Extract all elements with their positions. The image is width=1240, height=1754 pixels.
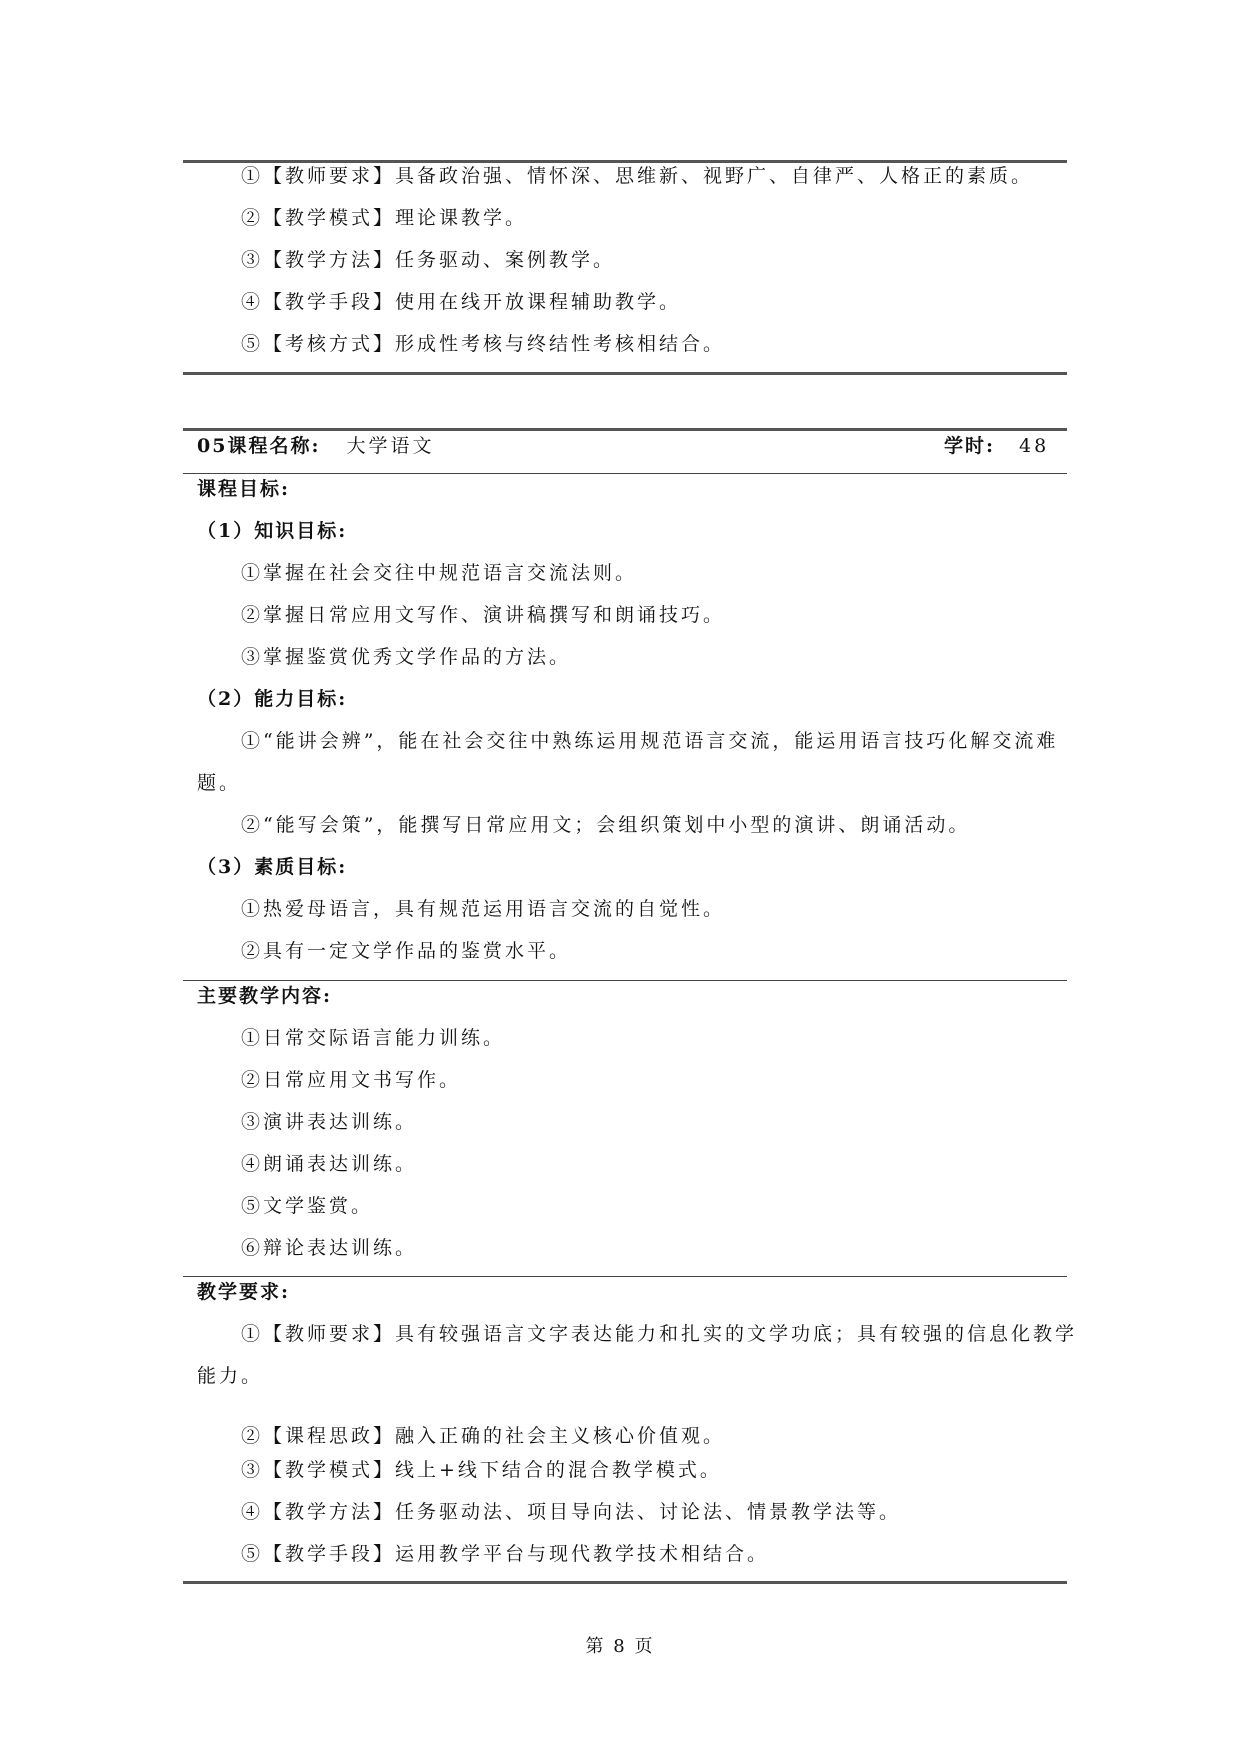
content-item-5: ⑤文学鉴赏。: [241, 1195, 374, 1217]
page-number: 第 8 页: [585, 1636, 655, 1657]
top-item-4: ④【教学手段】使用在线开放课程辅助教学。: [241, 291, 682, 313]
content-item-6: ⑥辩论表达训练。: [241, 1237, 418, 1259]
top-item-2: ②【教学模式】理论课教学。: [241, 207, 528, 229]
content-item-1: ①日常交际语言能力训练。: [241, 1027, 506, 1049]
course-header-rule: [183, 473, 1067, 474]
knowledge-item-3: ③掌握鉴赏优秀文学作品的方法。: [241, 646, 572, 668]
requirements-heading: 教学要求:: [197, 1281, 291, 1303]
requirements-item-5: ⑤【教学手段】运用教学平台与现代教学技术相结合。: [241, 1543, 770, 1565]
content-item-4: ④朗诵表达训练。: [241, 1153, 418, 1175]
course-top-rule: [183, 428, 1067, 431]
ability-item-1-cont: 题。: [197, 772, 242, 794]
quality-heading: （3）素质目标:: [197, 856, 348, 878]
knowledge-heading: （1）知识目标:: [197, 520, 348, 542]
quality-item-2: ②具有一定文学作品的鉴赏水平。: [241, 940, 572, 962]
requirements-item-1-cont: 能力。: [197, 1365, 264, 1387]
course-code: 05: [197, 435, 228, 457]
content-item-3: ③演讲表达训练。: [241, 1111, 418, 1133]
course-name-value: 大学语文: [346, 435, 435, 457]
requirements-item-1: ①【教师要求】具有较强语言文字表达能力和扎实的文学功底；具有较强的信息化教学: [241, 1323, 1078, 1345]
top-item-3: ③【教学方法】任务驱动、案例教学。: [241, 249, 616, 271]
quality-item-1: ①热爱母语言，具有规范运用语言交流的自觉性。: [241, 898, 726, 920]
top-rule: [183, 160, 1067, 163]
requirements-item-2: ②【课程思政】融入正确的社会主义核心价值观。: [241, 1425, 726, 1447]
goals-heading: 课程目标:: [197, 478, 291, 500]
course-bottom-rule: [183, 1581, 1067, 1584]
course-name-label: 课程名称:: [227, 435, 321, 457]
requirements-item-4: ④【教学方法】任务驱动法、项目导向法、讨论法、情景教学法等。: [241, 1501, 902, 1523]
knowledge-item-2: ②掌握日常应用文写作、演讲稿撰写和朗诵技巧。: [241, 604, 726, 626]
content-item-2: ②日常应用文书写作。: [241, 1069, 462, 1091]
content-heading: 主要教学内容:: [197, 985, 333, 1007]
course-hours-label: 学时:: [944, 435, 996, 457]
top-block-bottom-rule: [183, 372, 1067, 375]
ability-item-1: ①“能讲会辨”，能在社会交往中熟练运用规范语言交流，能运用语言技巧化解交流难: [241, 730, 1059, 752]
ability-heading: （2）能力目标:: [197, 688, 348, 710]
ability-item-2: ②“能写会策”，能撰写日常应用文；会组织策划中小型的演讲、朗诵活动。: [241, 814, 971, 836]
requirements-rule: [183, 1276, 1067, 1277]
content-rule: [183, 980, 1067, 981]
top-item-5: ⑤【考核方式】形成性考核与终结性考核相结合。: [241, 333, 726, 355]
course-hours-value: 48: [1019, 435, 1050, 457]
requirements-item-3: ③【教学模式】线上+线下结合的混合教学模式。: [241, 1459, 722, 1481]
course-header: [197, 434, 434, 458]
knowledge-item-1: ①掌握在社会交往中规范语言交流法则。: [241, 562, 638, 584]
top-item-1: ①【教师要求】具备政治强、情怀深、思维新、视野广、自律严、人格正的素质。: [241, 165, 1034, 187]
course-hours: [944, 434, 1049, 458]
